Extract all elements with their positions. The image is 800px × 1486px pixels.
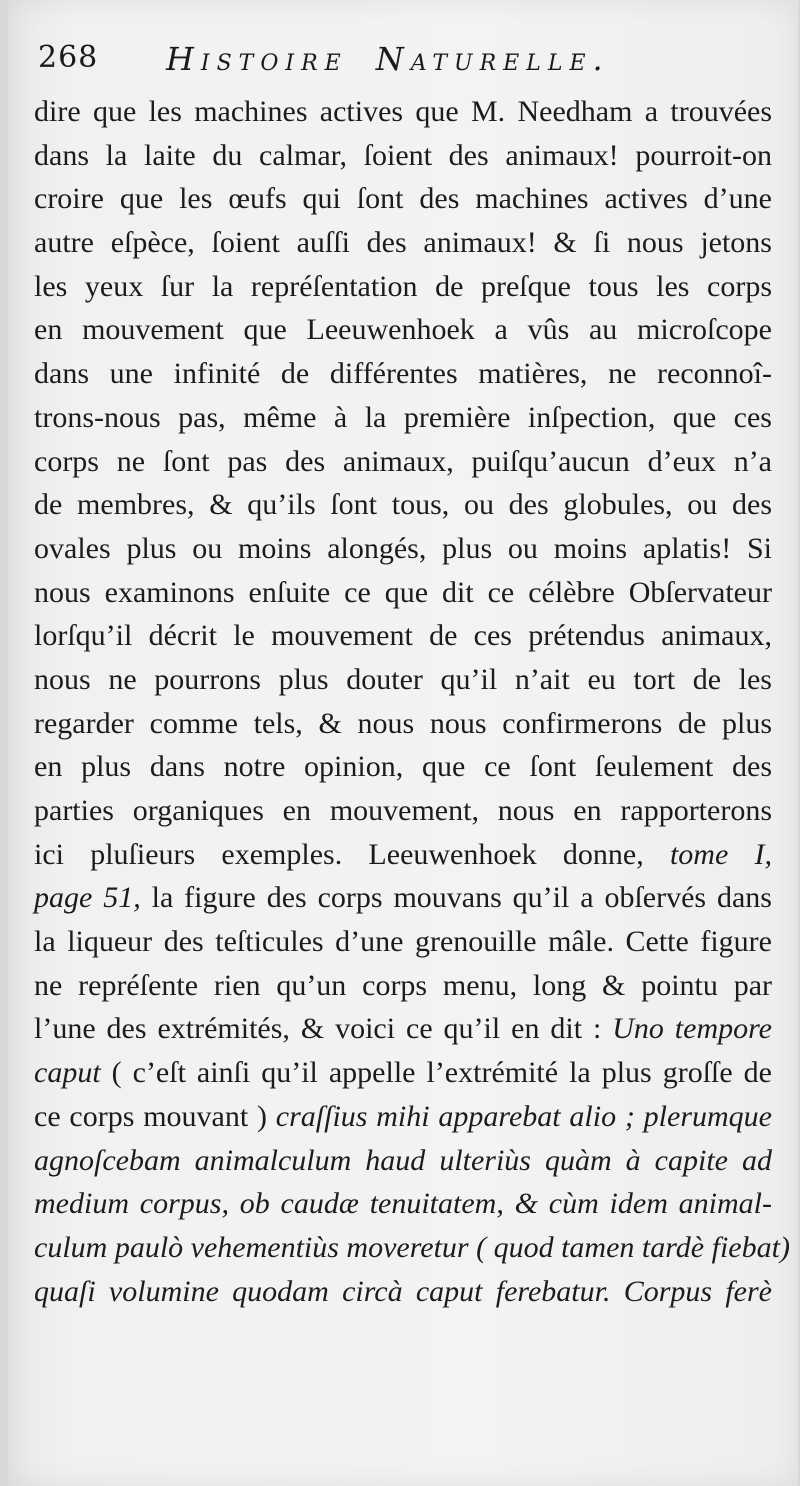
text-segment: ne repréſente rien qu’un corps menu, long & pointu par bbox=[34, 968, 772, 1002]
text-line bbox=[34, 964, 772, 1008]
text-line bbox=[34, 571, 772, 615]
text-line bbox=[34, 221, 772, 265]
text-line bbox=[34, 1007, 772, 1051]
italic-segment: medium corpus, ob caudæ tenuitatem, & cùm idem animal- bbox=[34, 1187, 772, 1221]
text-segment: autre eſpèce, ſoient auſſi des animaux! & ſi nous jetons bbox=[34, 226, 772, 260]
text-segment: trons-nous pas, même à la première inſpection, que ces bbox=[34, 400, 772, 434]
text-segment: la liqueur des teſticules d’une grenouille mâle. Cette figure bbox=[34, 925, 772, 959]
text-line bbox=[34, 352, 772, 396]
running-head-word-2: Naturelle. bbox=[375, 40, 610, 78]
text-segment: de membres, & qu’ils ſont tous, ou des globules, ou des bbox=[34, 488, 772, 522]
text-segment: regarder comme tels, & nous nous confirmerons de plus bbox=[34, 706, 772, 740]
text-segment: dans une infinité de différentes matières, ne reconnoî- bbox=[34, 357, 772, 391]
body-text bbox=[34, 90, 790, 1313]
italic-segment: tome I, bbox=[669, 837, 772, 871]
italic-segment: agnoſcebam animalculum haud ulteriùs quàm à capite ad bbox=[34, 1143, 772, 1177]
running-head-word-1: Histoire bbox=[166, 40, 348, 78]
text-segment: corps ne ſont pas des animaux, puiſqu’aucun d’eux n’a bbox=[34, 444, 772, 478]
text-line bbox=[34, 1139, 772, 1183]
text-segment: la figure des corps mouvans qu’il a obſervés dans bbox=[140, 881, 772, 915]
text-line bbox=[34, 876, 772, 920]
text-segment: l’une des extrémités, & voici ce qu’il en dit : bbox=[34, 1012, 613, 1046]
text-line bbox=[34, 90, 772, 134]
text-line bbox=[34, 1270, 772, 1314]
text-line bbox=[34, 265, 772, 309]
text-line bbox=[34, 1226, 790, 1270]
text-segment: en mouvement que Leeuwenhoek a vûs au microſcope bbox=[34, 313, 772, 347]
text-line bbox=[34, 702, 772, 746]
text-line bbox=[34, 1095, 772, 1139]
text-segment: parties organiques en mouvement, nous en rapporterons bbox=[34, 794, 772, 827]
text-segment: ( c’eſt ainſi qu’il appelle l’extrémité la plus groſſe de bbox=[100, 1056, 772, 1090]
text-line bbox=[34, 789, 772, 833]
text-segment: nous examinons enſuite ce que dit ce célèbre Obſervateur bbox=[34, 575, 772, 609]
italic-segment: page 51, bbox=[34, 881, 141, 915]
text-segment: en plus dans notre opinion, que ce ſont ſeulement des bbox=[34, 750, 772, 784]
text-line bbox=[34, 658, 772, 702]
text-line bbox=[34, 833, 772, 877]
book-page bbox=[8, 0, 798, 1486]
text-line bbox=[34, 920, 772, 964]
page-number: 268 bbox=[38, 40, 99, 75]
text-line bbox=[34, 483, 772, 527]
italic-segment: caput bbox=[34, 1056, 101, 1090]
text-line bbox=[34, 614, 772, 658]
text-segment: croire que les œufs qui ſont des machines actives d’une bbox=[34, 182, 772, 216]
text-segment: ce corps mouvant ) bbox=[34, 1099, 276, 1133]
text-segment: dire que les machines actives que M. Needham a trouvées bbox=[34, 95, 772, 128]
running-head bbox=[166, 40, 610, 78]
italic-segment: craſſius mihi apparebat alio ; plerumque bbox=[275, 1099, 772, 1133]
text-line bbox=[34, 1051, 772, 1095]
italic-segment: Uno tempore bbox=[612, 1012, 772, 1046]
text-line bbox=[34, 440, 772, 484]
text-segment: dans la laite du calmar, ſoient des animaux! pourroit-on bbox=[34, 138, 772, 172]
text-segment: les yeux ſur la repréſentation de preſque tous les corps bbox=[34, 269, 772, 303]
text-segment: nous ne pourrons plus douter qu’il n’ait eu tort de les bbox=[34, 662, 772, 696]
text-line bbox=[34, 396, 772, 440]
text-line bbox=[34, 527, 772, 571]
text-segment: ici pluſieurs exemples. Leeuwenhoek donne, bbox=[34, 837, 670, 871]
text-segment: lorſqu’il décrit le mouvement de ces prétendus animaux, bbox=[34, 619, 772, 653]
text-line bbox=[34, 177, 772, 221]
text-line bbox=[34, 745, 772, 789]
text-segment: ovales plus ou moins alongés, plus ou moins aplatis! Si bbox=[34, 531, 772, 565]
text-line bbox=[34, 1182, 772, 1226]
text-line bbox=[34, 134, 772, 178]
italic-segment: culum paulò vehementiùs moveretur ( quod tamen tardè fiebat) bbox=[34, 1230, 790, 1264]
text-line bbox=[34, 308, 772, 352]
italic-segment: quaſi volumine quodam circà caput ferebatur. Corpus ferè bbox=[34, 1274, 772, 1308]
page-header bbox=[38, 36, 778, 86]
